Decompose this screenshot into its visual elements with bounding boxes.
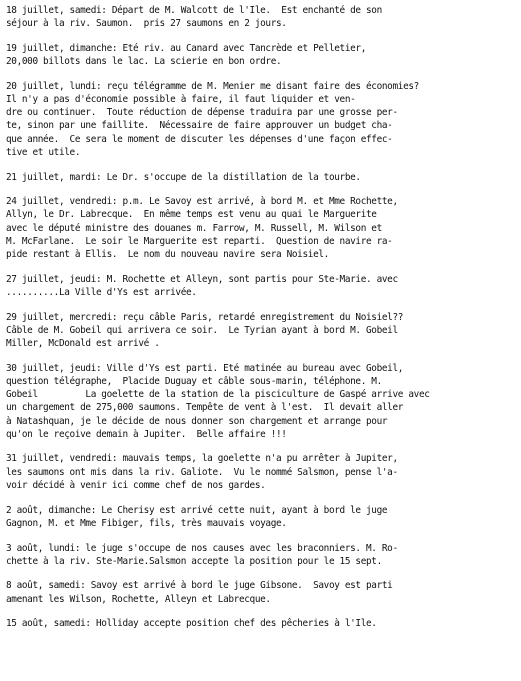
entry-line: les saumons ont mis dans la riv. Galiote. Vu le nommé Salsmon, pense l'a- — [6, 466, 398, 478]
entry-line: 21 juillet, mardi: Le Dr. s'occupe de la distillation de la tourbe. — [6, 171, 361, 183]
entry-line: 18 juillet, samedi: Départ de M. Walcott de l'Ile. Est enchanté de son — [6, 5, 382, 16]
diary-entry — [6, 452, 517, 492]
diary-entry — [6, 504, 517, 530]
entry-line: un chargement de 275,000 saumons. Tempête de vent à l'est. Il devait aller — [6, 402, 404, 414]
entry-line: 8 août, samedi: Savoy est arrivé à bord le juge Gibsone. Savoy est parti — [6, 580, 393, 592]
entry-line: 31 juillet, vendredi: mauvais temps, la goelette n'a pu arrêter à Jupiter, — [6, 453, 398, 465]
diary-entry — [6, 362, 517, 441]
entry-line: M. McFarlane. Le soir le Marguerite est reparti. Question de navire ra- — [6, 235, 393, 247]
entry-line: 20,000 billots dans le lac. La scierie en bon ordre. — [6, 56, 282, 68]
entry-line: ..........La Ville d'Ys est arrivée. — [6, 286, 197, 298]
entry-line: Il n'y a pas d'économie possible à faire, il faut liquider et ven- — [6, 94, 356, 106]
entry-line: dre ou continuer. Toute réduction de dépense traduira par une grosse per- — [6, 107, 398, 119]
entry-line: pide restant à Ellis. Le nom du nouveau navire sera Noisiel. — [6, 249, 329, 261]
entry-line: 2 août, dimanche: Le Cherisy est arrivé cette nuit, ayant à bord le juge — [6, 504, 388, 516]
entry-line: 3 août, lundi: le juge s'occupe de nos causes avec les braconniers. M. Ro- — [6, 542, 398, 554]
entry-line: te, sinon par une faillite. Nécessaire de faire approuver un budget cha- — [6, 120, 393, 132]
entry-line: 24 juillet, vendredi: p.m. Le Savoy est arrivé, à bord M. et Mme Rochette, — [6, 196, 398, 208]
diary-entry — [6, 195, 517, 261]
entry-line: 29 juillet, mercredi: reçu câble Paris, retardé enregistrement du Noisiel?? — [6, 311, 404, 323]
diary-entry — [6, 273, 517, 299]
entry-line: à Natashquan, je le décide de nous donner son chargement et arrange pour — [6, 415, 388, 427]
entry-line: Miller, McDonald est arrivé . — [6, 338, 160, 350]
diary-entry — [6, 171, 517, 184]
diary-entry — [6, 617, 517, 630]
entry-line: que année. Ce sera le moment de discuter les dépenses d'une façon effec- — [6, 133, 393, 145]
entry-line: qu'on le reçoive demain à Jupiter. Belle affaire !!! — [6, 428, 287, 440]
entry-line: Câble de M. Gobeil qui arrivera ce soir. Le Tyrian ayant à bord M. Gobeil — [6, 324, 398, 336]
entry-line: 27 juillet, jeudi: M. Rochette et Alleyn, sont partis pour Ste-Marie. avec — [6, 273, 398, 285]
entry-line: 19 juillet, dimanche: Eté riv. au Canard avec Tancrède et Pelletier, — [6, 42, 367, 54]
diary-entry — [6, 42, 517, 68]
diary-entry — [6, 579, 517, 605]
entry-line: Allyn, le Dr. Labrecque. En même temps est venu au quai le Marguerite — [6, 209, 377, 221]
entry-line: Gagnon, M. et Mme Fibiger, fils, très mauvais voyage. — [6, 517, 287, 529]
entry-line: avec le député ministre des douanes m. Farrow, M. Russell, M. Wilson et — [6, 222, 382, 234]
diary-entry — [6, 80, 517, 159]
diary-entry — [6, 542, 517, 568]
entry-line: 30 juillet, jeudi: Ville d'Ys est parti. Eté matinée au bureau avec Gobeil, — [6, 362, 404, 374]
diary-entry — [6, 311, 517, 351]
entry-line: voir décidé à venir ici comme chef de nos gardes. — [6, 479, 266, 491]
entry-line: 15 août, samedi: Holliday accepte position chef des pêcheries à l'Ile. — [6, 618, 377, 630]
entry-line: 20 juillet, lundi: reçu télégramme de M. Menier me disant faire des économies? — [6, 80, 419, 92]
entry-line: chette à la riv. Ste-Marie.Salsmon accepte la position pour le 15 sept. — [6, 555, 382, 567]
entry-line: Gobeil La goelette de la station de la pisciculture de Gaspé arrive avec — [6, 389, 430, 401]
entry-line: séjour à la riv. Saumon. pris 27 saumons en 2 jours. — [6, 18, 287, 30]
diary-entry — [6, 4, 517, 30]
entry-line: amenant les Wilson, Rochette, Alleyn et Labrecque. — [6, 593, 271, 605]
entry-line: tive et utile. — [6, 146, 81, 158]
entry-line: question télégraphe, Placide Duguay et câble sous-marin, téléphone. M. — [6, 375, 382, 387]
